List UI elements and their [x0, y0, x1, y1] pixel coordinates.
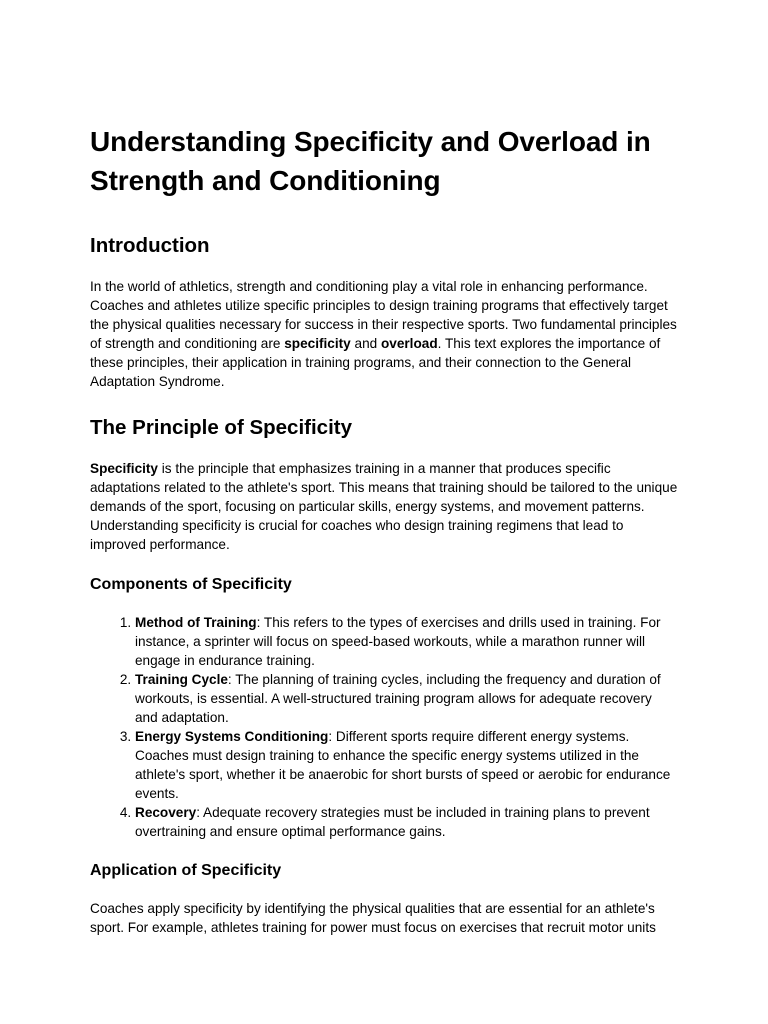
intro-bold-overload: overload	[380, 336, 438, 351]
intro-bold-specificity: specificity	[284, 336, 351, 351]
intro-text-3: . This text explores the importance of these principles, their application in training programs, and their connection to the General Adaptation Syndrome.	[90, 336, 661, 389]
list-item-text: : Adequate recovery strategies must be included in training plans to prevent overtraining and ensure optimal performance gains.	[135, 805, 650, 839]
list-item	[135, 670, 678, 727]
introduction-paragraph	[90, 277, 678, 391]
document-title: Understanding Specificity and Overload in Strength and Conditioning	[90, 126, 651, 196]
specificity-text: is the principle that emphasizes training in a manner that produces specific adaptations related to the athlete's sport. This means that training should be tailored to the unique demands of the sport, focusing on particular skills, energy systems, and movement patterns. Understanding specificity is crucial for coaches who design training regimens that lead to improved performance.	[90, 461, 678, 552]
intro-text-1: In the world of athletics, strength and conditioning play a vital role in enhancing performance. Coaches and athletes utilize specific principles to design training programs that effectively target the physical qualities necessary for success in their respective sports. Two fundamental principles of strength and conditioning are	[90, 279, 677, 351]
list-item-text: : Different sports require different energy systems. Coaches must design training to enhance the specific energy systems utilized in the athlete's sport, whether it be anaerobic for short bursts of speed or aerobic for endurance events.	[135, 729, 671, 801]
list-item	[135, 727, 678, 803]
list-item-term: Method of Training	[135, 615, 257, 630]
subsection-heading-components: Components of Specificity	[90, 576, 292, 593]
list-item-text: : This refers to the types of exercises and drills used in training. For instance, a sprinter will focus on speed-based workouts, while a marathon runner will engage in endurance training.	[135, 615, 661, 668]
specificity-paragraph	[90, 459, 678, 554]
list-item-term: Training Cycle	[135, 672, 228, 687]
section-heading-introduction: Introduction	[90, 234, 210, 257]
subsection-heading-application: Application of Specificity	[90, 862, 282, 879]
list-item	[135, 803, 678, 841]
list-item	[135, 613, 678, 670]
list-item-term: Recovery	[135, 805, 197, 820]
application-paragraph: Coaches apply specificity by identifying the physical qualities that are essential for an athlete's sport. For example, athletes training for power must focus on exercises that recruit motor units	[90, 901, 656, 935]
list-item-text: : The planning of training cycles, including the frequency and duration of workouts, is essential. A well-structured training program allows for adequate recovery and adaptation.	[135, 672, 661, 725]
section-heading-specificity: The Principle of Specificity	[90, 416, 353, 439]
components-list	[90, 613, 678, 841]
specificity-bold-term: Specificity	[90, 461, 158, 476]
intro-text-2: and	[350, 336, 381, 351]
list-item-term: Energy Systems Conditioning	[135, 729, 329, 744]
